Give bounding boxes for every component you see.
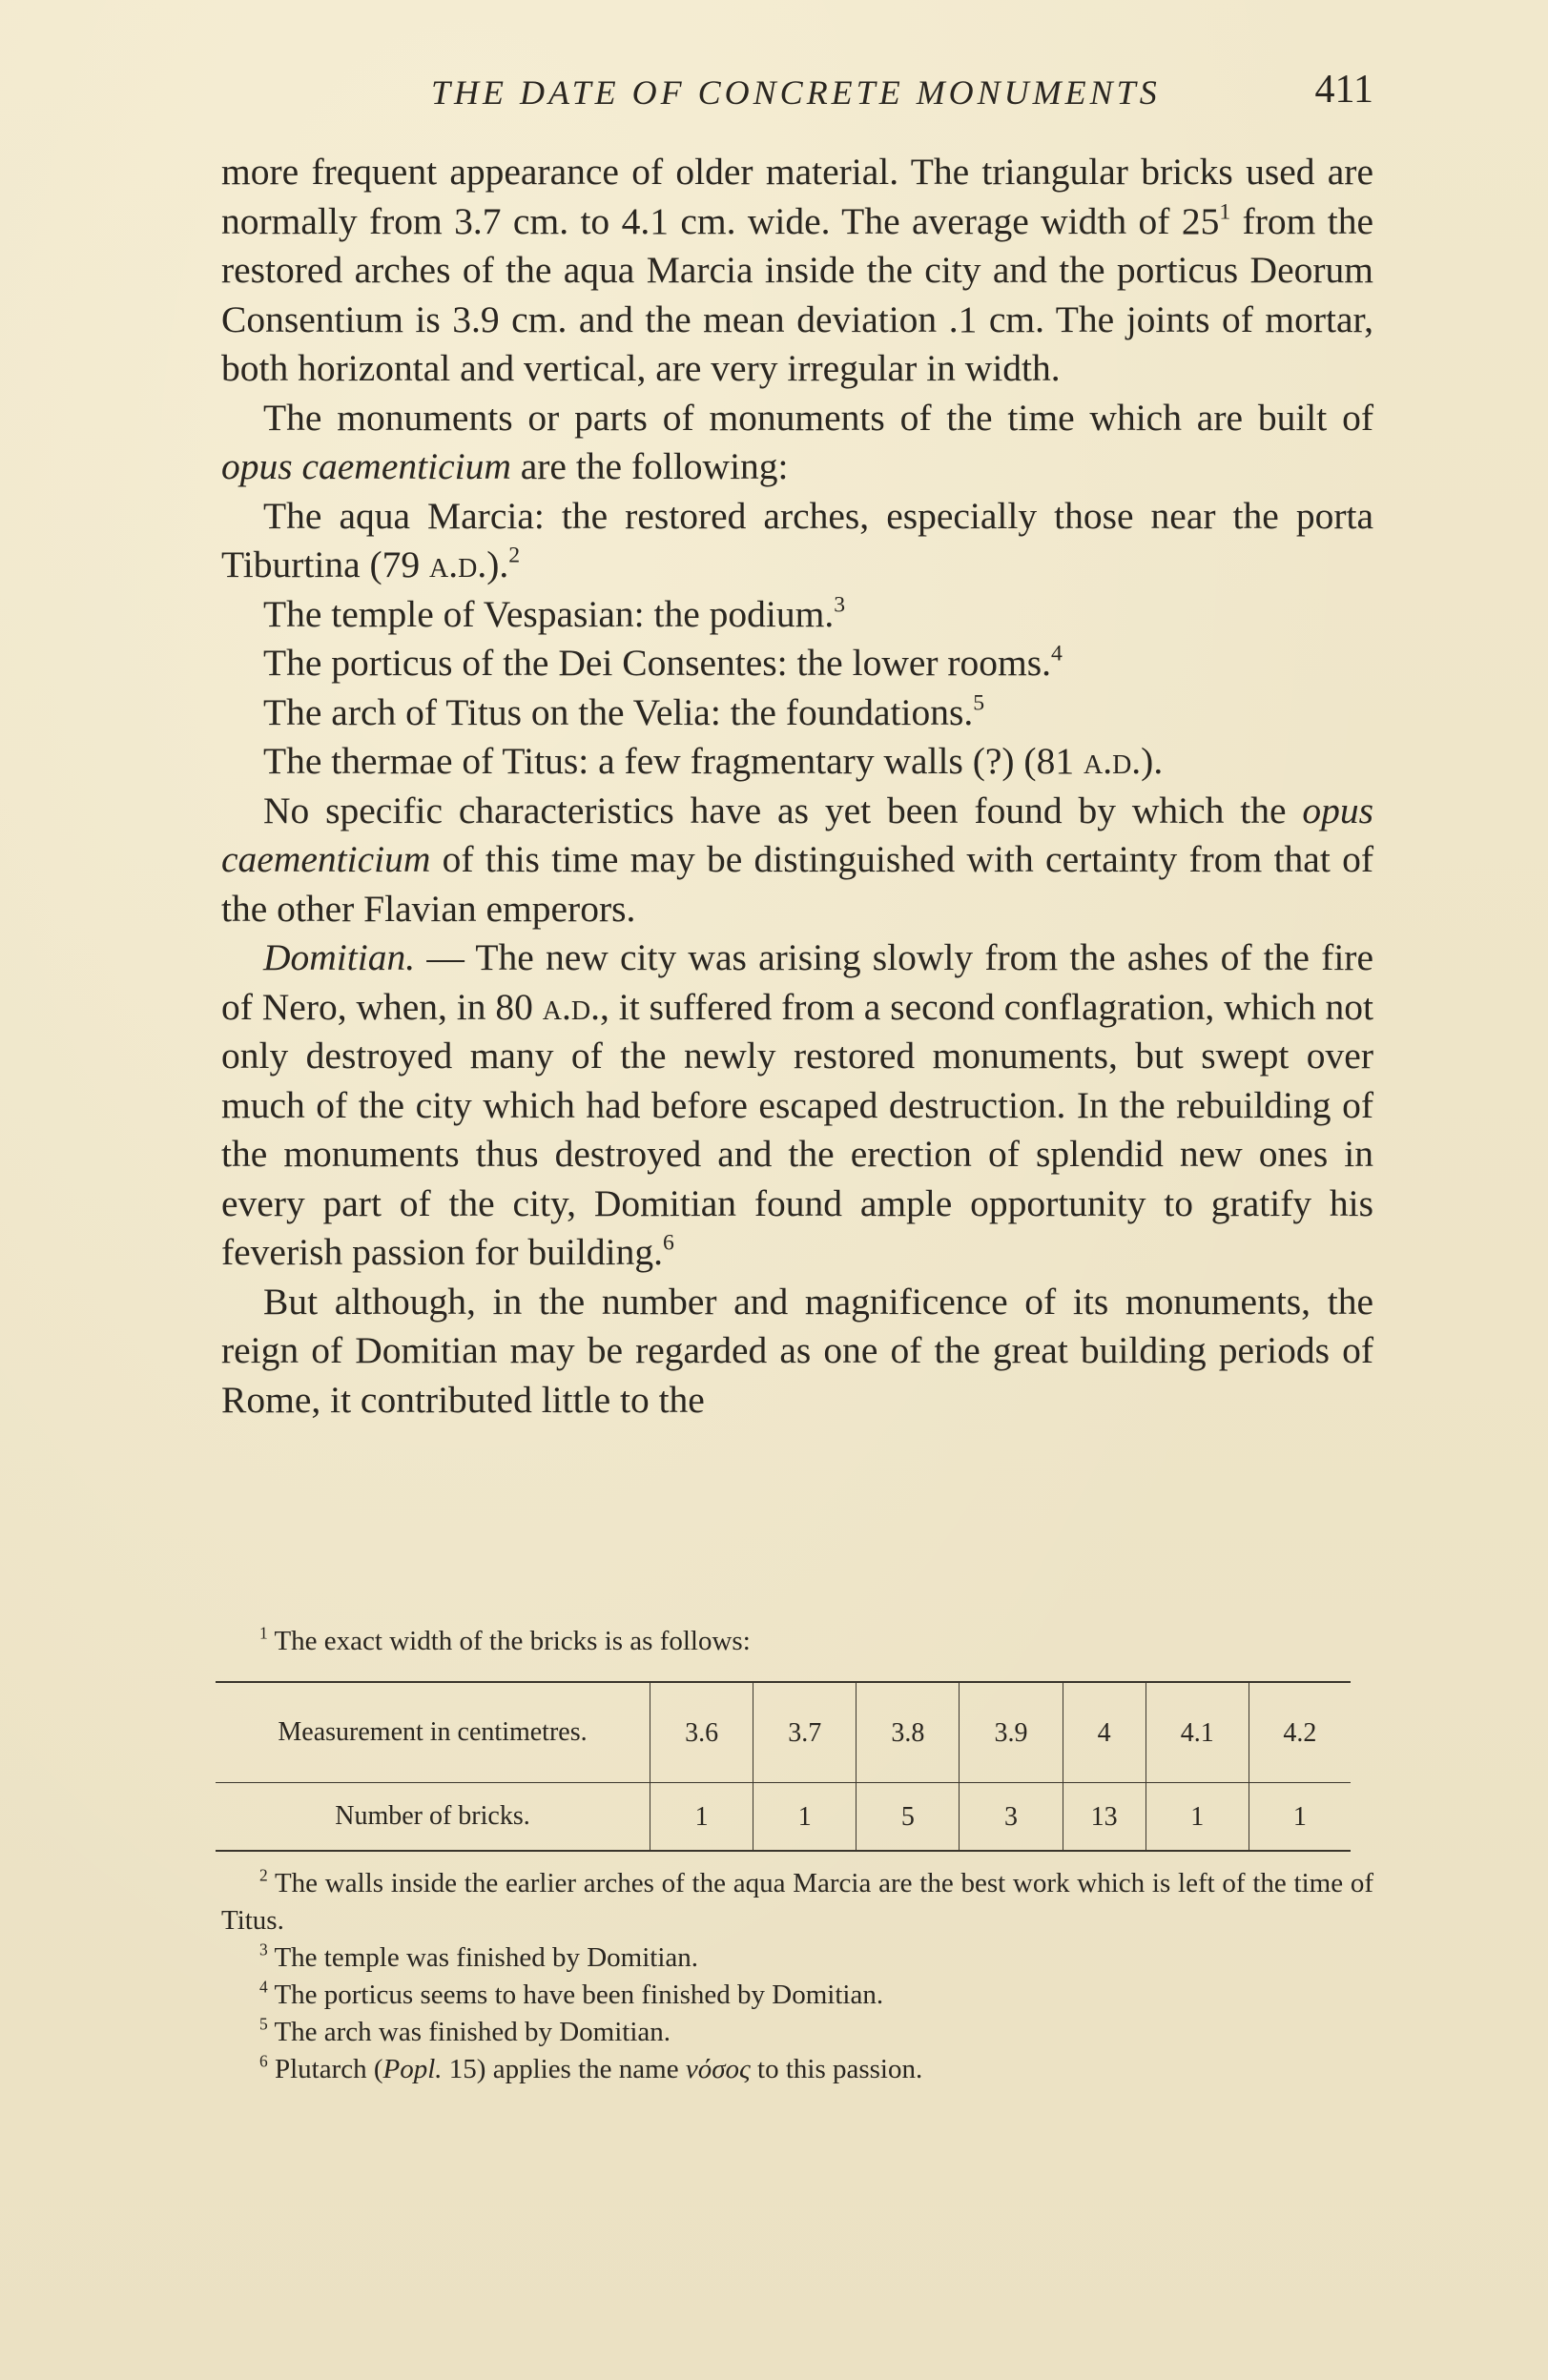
- footnote-ref-6: 6: [662, 1230, 674, 1256]
- table-cell: 13: [1063, 1783, 1146, 1852]
- page-header: [221, 67, 1373, 124]
- list-item: The porticus of the Dei Consentes: the lower rooms.$^4$: [263, 641, 1063, 684]
- list-item: The thermae of Titus: a few fragmentary walls (?) (81 a.d.).: [263, 740, 1164, 782]
- footnote-3: $^3$ The temple was finished by Domitian.: [259, 1939, 699, 1973]
- running-head: THE DATE OF CONCRETE MONUMENTS: [431, 73, 1161, 112]
- footnote-ref-2: 2: [508, 543, 521, 568]
- paragraph-5: But although, in the number and magnificence of its monuments, the reign of Domitian may be regarded as one of the great building periods of Rome, it contributed little to the: [221, 1280, 1373, 1421]
- list-item: The arch of Titus on the Velia: the foundations.$^5$: [263, 690, 985, 733]
- table-cell: 1: [753, 1783, 857, 1852]
- table-cell: 5: [857, 1783, 960, 1852]
- footnote-6: $^6$ Plutarch (Popl. 15) applies the name νόσος to this passion.: [259, 2051, 923, 2084]
- table-cell: 3.9: [960, 1682, 1063, 1783]
- footnote-ref-5: 5: [973, 690, 985, 716]
- table-cell: 3.6: [650, 1682, 753, 1783]
- paragraph-4: Domitian. — The new city was arising slowly from the ashes of the fire of Nero, when, in 80 a.d., it suffered from a second conflagration, which not only destroyed many of the newly restored monuments, but swept over much of the city which had before escaped destruction. In the rebuilding of the monuments thus destroyed and the erection of splendid new ones in every part of the city, Domitian found ample opportunity to gratify his feverish passion for building.$^6$: [221, 936, 1373, 1273]
- footnote-4: $^4$ The porticus seems to have been finished by Domitian.: [259, 1977, 884, 2010]
- list-item: The aqua Marcia: the restored arches, especially those near the porta Tiburtina (79 a.d.).$^2$: [221, 494, 1373, 585]
- table-row: [216, 1682, 1351, 1783]
- table-cell: 1: [1146, 1783, 1249, 1852]
- footnote-ref-3: 3: [834, 592, 846, 618]
- table-cell: 4: [1063, 1682, 1146, 1783]
- main-text: [221, 148, 1373, 1425]
- page-number: 411: [1314, 68, 1373, 112]
- paragraph-2: The monuments or parts of monuments of the time which are built of opus caementicium are the following:: [221, 396, 1373, 487]
- footnote-ref-1: 1: [1219, 199, 1231, 225]
- footnote-2: $^2$ The walls inside the earlier arches of the aqua Marcia are the best work which is left of the time of Titus.: [221, 1865, 1373, 1936]
- greek-word: νόσος: [685, 2054, 751, 2084]
- table-cell: 3.7: [753, 1682, 857, 1783]
- paragraph-3: No specific characteristics have as yet been found by which the opus caementicium of this time may be distinguished with certainty from that of the other Flavian emperors.: [221, 789, 1373, 930]
- table-cell: 4.1: [1146, 1682, 1249, 1783]
- footnote-ref-4: 4: [1051, 641, 1063, 667]
- table-row-label: Measurement in centimetres.: [216, 1682, 650, 1783]
- table-cell: 1: [1249, 1783, 1351, 1852]
- brick-width-table: [216, 1681, 1351, 1852]
- footnote-1: $^1$ The exact width of the bricks is as follows:: [259, 1623, 751, 1656]
- table-row-label: Number of bricks.: [216, 1783, 650, 1852]
- table-cell: 3.8: [857, 1682, 960, 1783]
- paragraph-1: more frequent appearance of older material. The triangular bricks used are normally from 3.7 cm. to 4.1 cm. wide. The average width of $25^1$ from the restored arches of the aqua Marcia inside the city and the porticus Deorum Consentium is 3.9 cm. and the mean deviation .1 cm. The joints of mortar, both horizontal and vertical, are very irregular in width.: [221, 151, 1373, 389]
- section-heading: Domitian.: [263, 936, 416, 978]
- table-cell: 3: [960, 1783, 1063, 1852]
- table-row: [216, 1783, 1351, 1852]
- footnote-5: $^5$ The arch was finished by Domitian.: [259, 2014, 671, 2047]
- footnotes: [221, 1623, 1373, 2088]
- table-cell: 1: [650, 1783, 753, 1852]
- table-cell: 4.2: [1249, 1682, 1351, 1783]
- list-item: The temple of Vespasian: the podium.$^3$: [263, 592, 846, 635]
